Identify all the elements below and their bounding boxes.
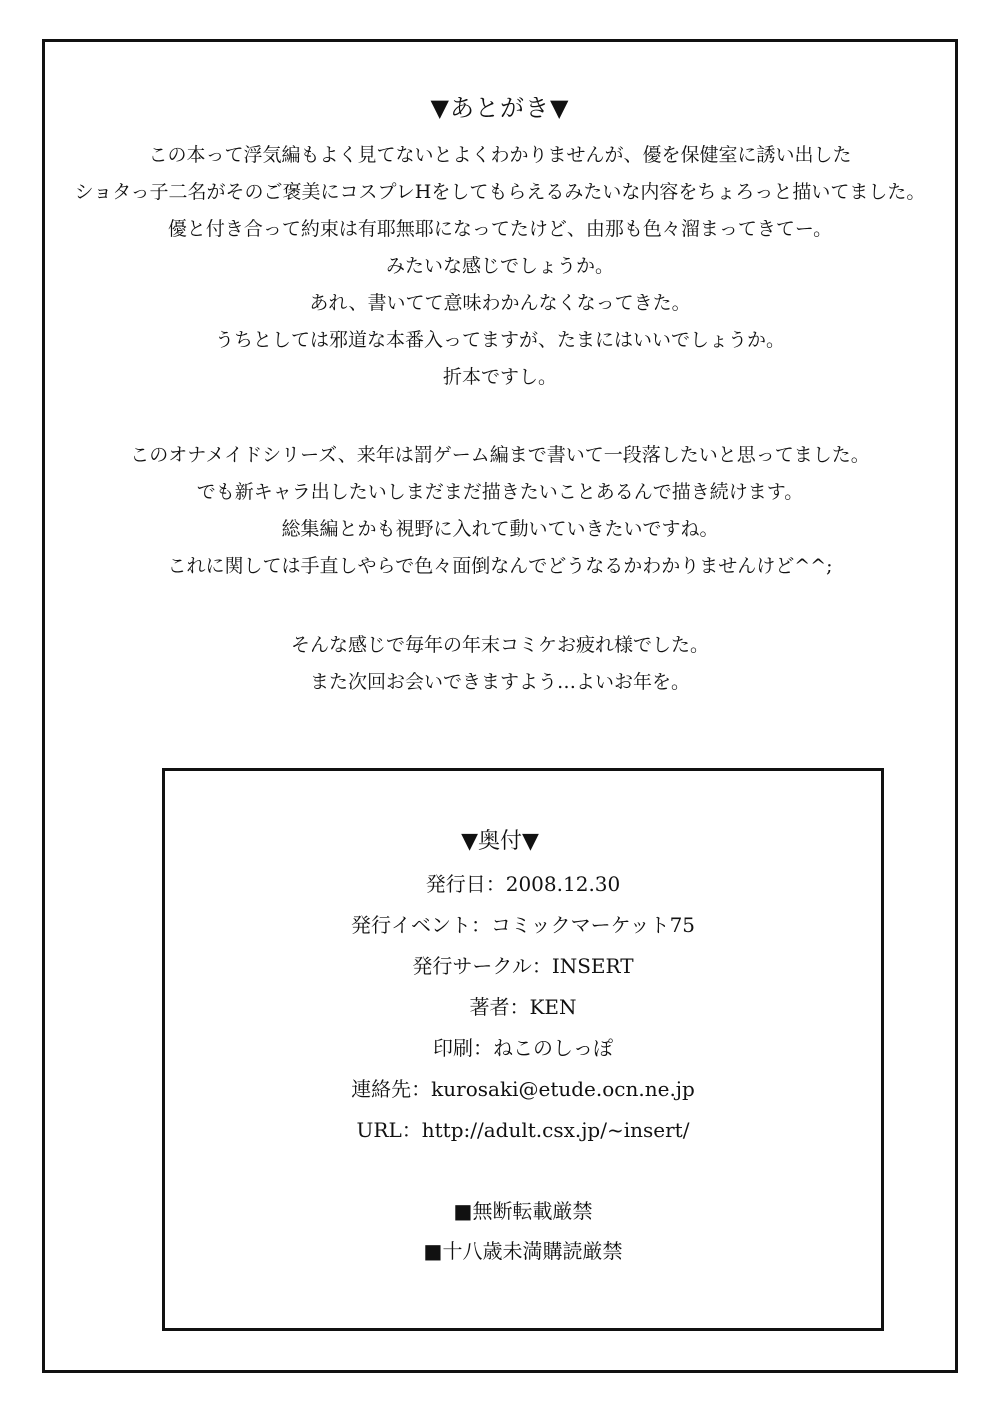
text-line: でも新キャラ出したいしまだまだ描きたいことあるんで描き続けます。: [196, 481, 804, 503]
colophon-details: [162, 864, 884, 1151]
afterword-paragraph-1: [60, 137, 940, 396]
text-line: みたいな感じでしょうか。: [385, 255, 614, 277]
website-url: URL：http://adult.csx.jp/~insert/: [356, 1118, 690, 1142]
contact-email: 連絡先：kurosaki@etude.ocn.ne.jp: [351, 1077, 695, 1101]
text-line: また次回お会いできますよう…よいお年を。: [309, 671, 690, 693]
publication-event: 発行イベント：コミックマーケット75: [350, 913, 696, 937]
age-restriction-notice: ■十八歳未満購読厳禁: [423, 1239, 623, 1263]
text-line: 折本ですし。: [442, 366, 557, 388]
no-reprint-notice: ■無断転載厳禁: [453, 1199, 593, 1223]
printer: 印刷：ねこのしっぽ: [433, 1036, 613, 1060]
text-line: そんな感じで毎年の年末コミケお疲れ様でした。: [290, 634, 709, 656]
text-line: このオナメイドシリーズ、来年は罰ゲーム編まで書いて一段落したいと思ってました。: [130, 444, 870, 466]
publishing-circle: 発行サークル：INSERT: [412, 954, 634, 978]
copyright-notices: [162, 1191, 884, 1271]
text-line: 優と付き合って約束は有耶無耶になってたけど、由那も色々溜まってきてー。: [167, 218, 833, 240]
publication-date: 発行日：2008.12.30: [425, 872, 621, 896]
text-line: これに関しては手直しやらで色々面倒なんでどうなるかわかりませんけど^^;: [167, 555, 833, 577]
text-line: あれ、書いてて意味わかんなくなってきた。: [309, 292, 691, 314]
text-line: ショタっ子二名がそのご褒美にコスプレHをしてもらえるみたいな内容をちょろっと描いてました。: [74, 181, 926, 203]
text-line: この本って浮気編もよく見てないとよくわかりませんが、優を保健室に誘い出した: [148, 144, 852, 166]
text-line: うちとしては邪道な本番入ってますが、たまにはいいでしょうか。: [214, 329, 785, 351]
afterword-title: ▼あとがき▼: [430, 94, 570, 122]
author: 著者：KEN: [469, 995, 577, 1019]
afterword-paragraph-2: [60, 437, 940, 585]
colophon-title: ▼奥付▼: [461, 829, 539, 854]
text-line: 総集編とかも視野に入れて動いていきたいですね。: [281, 518, 719, 540]
afterword-paragraph-3: [60, 627, 940, 701]
